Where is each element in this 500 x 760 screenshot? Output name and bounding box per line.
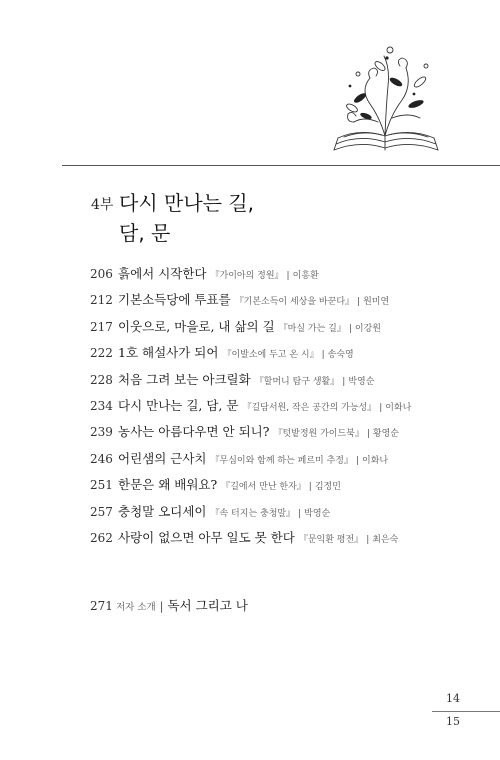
- entry-author: 박영순: [304, 508, 331, 519]
- entry-author: 최은숙: [372, 534, 399, 545]
- entry-source: 『마실 가는 길』: [278, 323, 346, 334]
- toc-entry[interactable]: [90, 264, 490, 290]
- toc-entry[interactable]: [90, 370, 490, 396]
- entry-source: 『문익환 평전』: [298, 534, 364, 545]
- entry-title: 어린샘의 근사치: [118, 450, 207, 466]
- page-number-left: 14: [446, 692, 460, 705]
- part-title-line-2: 담, 문: [119, 221, 171, 245]
- part-label: 4부: [91, 197, 114, 213]
- entry-source: 『이발소에 두고 온 시』: [222, 350, 319, 361]
- entry-author: 이흥환: [292, 271, 319, 281]
- entry-separator: |: [159, 600, 164, 613]
- toc-entry[interactable]: [90, 449, 490, 475]
- toc-entry[interactable]: [90, 396, 490, 422]
- part-title-line-1: 다시 만나는 길,: [119, 191, 254, 215]
- entry-separator: |: [366, 534, 370, 545]
- entry-source: 『길담서원, 작은 공간의 가능성』: [242, 402, 377, 413]
- toc-entry[interactable]: [90, 528, 490, 554]
- entry-title: 처음 그려 보는 아크릴화: [118, 371, 251, 387]
- author-intro-label: 저자 소개: [116, 602, 156, 613]
- entry-page: 251: [90, 478, 113, 493]
- entry-author: 이화나: [385, 402, 412, 413]
- toc-entry[interactable]: [90, 475, 490, 501]
- entry-author: 김정민: [314, 482, 341, 493]
- entry-separator: |: [286, 271, 290, 281]
- entry-source: 『할머니 탐구 생활』: [254, 376, 340, 387]
- entry-source: 『텃밭정원 가이드북』: [273, 429, 364, 440]
- author-intro-title: 독서 그리고 나: [167, 598, 248, 613]
- entry-page: 262: [90, 530, 113, 545]
- entry-page: 257: [90, 504, 113, 519]
- page-number-right: 15: [446, 715, 460, 728]
- entry-page: 246: [90, 451, 113, 466]
- entry-page: 271: [90, 599, 113, 613]
- entry-separator: |: [355, 455, 360, 466]
- entry-title: 사랑이 없으면 아무 일도 못 한다: [118, 529, 295, 545]
- entry-page: 239: [90, 425, 113, 440]
- entry-source: 『기본소득이 세상을 바꾼다』: [234, 297, 355, 308]
- entry-title: 한문은 왜 배워요?: [118, 477, 218, 493]
- part-title: [119, 188, 254, 248]
- entry-author: 이화나: [362, 455, 389, 466]
- entry-title: 다시 만나는 길, 담, 문: [118, 397, 239, 413]
- bottom-rule: [432, 711, 500, 712]
- entry-page: 217: [90, 319, 113, 334]
- entry-title: 기본소득당에 투표를: [118, 292, 231, 308]
- entry-separator: |: [308, 482, 312, 493]
- toc-entry[interactable]: [90, 317, 490, 343]
- entry-separator: |: [357, 297, 361, 308]
- entry-page: 228: [90, 372, 113, 387]
- entry-separator: |: [342, 376, 346, 387]
- book-plant-illustration: [330, 38, 442, 160]
- entry-source: 『가이아의 정원』: [210, 271, 284, 281]
- entry-source: 『속 터지는 충청말』: [210, 508, 296, 519]
- entry-separator: |: [348, 323, 352, 334]
- entry-title: 충청말 오디세이: [118, 503, 207, 519]
- entry-author: 송숙영: [327, 350, 354, 361]
- entry-separator: |: [298, 508, 302, 519]
- entry-page: 222: [90, 346, 113, 361]
- toc-entry[interactable]: [90, 290, 490, 316]
- toc-entry[interactable]: [90, 343, 490, 369]
- entry-title: 이웃으로, 마을로, 내 삶의 길: [118, 318, 275, 334]
- entry-page: 234: [90, 398, 113, 413]
- table-of-contents: [90, 264, 490, 554]
- toc-entry[interactable]: [90, 422, 490, 448]
- entry-title: 농사는 아름다우면 안 되니?: [118, 424, 270, 440]
- entry-separator: |: [366, 429, 370, 440]
- entry-title: 흙에서 시작한다: [118, 266, 207, 281]
- author-intro-entry[interactable]: [90, 596, 248, 614]
- entry-page: 206: [90, 267, 113, 281]
- entry-author: 황영순: [372, 429, 400, 440]
- toc-entry[interactable]: [90, 502, 490, 528]
- entry-source: 『무심이와 함께 하는 페르미 추정』: [210, 455, 353, 466]
- entry-title: 1호 해설사가 되어: [118, 345, 219, 361]
- entry-source: 『길에서 만난 한자』: [221, 482, 306, 493]
- entry-author: 이강원: [354, 323, 382, 334]
- entry-separator: |: [321, 350, 325, 361]
- entry-author: 박영순: [348, 376, 375, 387]
- entry-separator: |: [379, 402, 383, 413]
- top-rule: [62, 165, 500, 166]
- entry-author: 원미연: [363, 297, 390, 308]
- entry-page: 212: [90, 293, 113, 308]
